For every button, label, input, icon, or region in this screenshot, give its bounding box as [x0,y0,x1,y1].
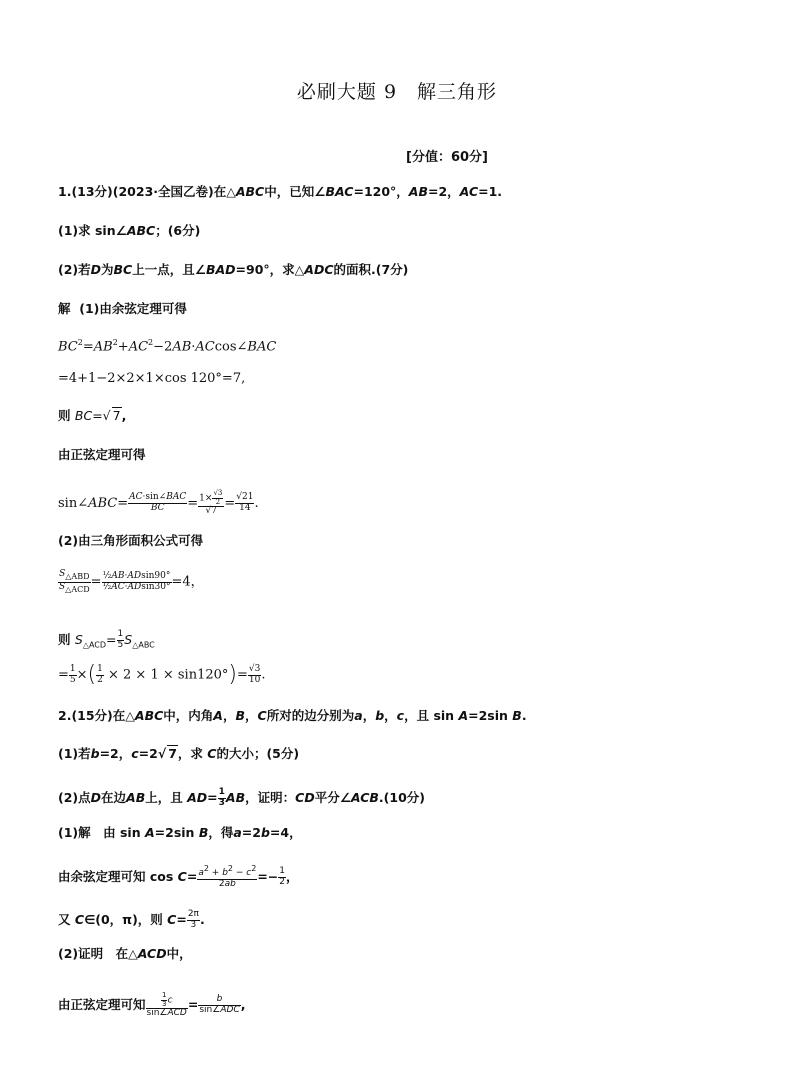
q1-eq-sine: sin∠ABC= $\frac{\text{AC·sin∠BAC}}{BC}$ = 1× $\frac{√3}{2}$ √7 = $\frac{√21}{14}$ . [58,489,259,517]
q1-eq-value: =4+1−2×2×1×cos 120°=7, [58,371,246,386]
q1-eq-cosine: $BC^2=AB^2+AC^2-2AB\cdot ACcos\angle BAC$ [58,338,277,355]
q1-part2: (2)若D为BC上一点，且∠BAD=90°，求△ADC的面积.(7分) [58,262,409,277]
page-title: 必刷大题 9 解三角形 [296,81,498,103]
q2-sol-c: 又 C∈(0，π)，则 C= $\frac{2\pi}{3}$ . [58,909,205,930]
score-label [0,146,794,165]
q1-solution-1: 解 (1)由余弦定理可得 [58,301,187,316]
q2-sol-1: (1)解 由 sin A=2sin B，得a=2b=4， [58,825,302,840]
q2-part1: (1)若b=2，c=2√ 7，求 C的大小；(5分) [58,746,300,761]
q2-stem: 2.(15分)在△ABC中，内角A，B，C所对的边分别为a，b，c，且 sin A=2sin B. [58,708,527,723]
q1-sine-rule: 由正弦定理可得 [58,447,146,462]
q2-sine-rule: 由正弦定理可知 $\frac{1}{3}$ c sin∠ACD = $\frac{b}{\text{sin∠ADC}}$ , [58,991,246,1019]
q1-part1: (1)求 sin∠ABC；(6分) [58,223,201,238]
q1-eq-area-value: = $\frac{1}{5}$ ×( $\frac{1}{2}$ × 2 × 1 × sin120°)= $\frac{√3}{10}$ . [58,662,266,687]
score-text: [分值：60分] [406,150,488,165]
q1-solution-2: (2)由三角形面积公式可得 [58,533,204,548]
q1-stem: 1.(13分)(2023·全国乙卷)在△ABC中，已知∠BAC=120°，AB=2，AC=1. [58,184,503,199]
q1-eq-area-ratio: $\frac{S_{\triangle ABD}}{S_{\triangle ACD}}$ = $\frac{\text{½AB·ADsin90°}}{\text{½AC·ADsin30°}}$ =4， [59,569,204,594]
q2-part2: (2)点D在边AB上，且 AD= $\frac{1}{3}$ AB，证明：CD平分∠ACB.(10分) [58,787,425,808]
q1-eq-bc: 则 BC=√ 7, [58,408,127,423]
q2-sol-cosine: 由余弦定理可知 cos C= $\frac{a^2 + b^2 - c^2}{2ab}$ =− $\frac{1}{2}$ ， [58,864,299,889]
q2-proof: (2)证明 在△ACD中， [58,946,192,961]
q1-eq-area: 则 $S_{\triangle ACD}=$ $\frac{1}{5}$ $S_{\triangle ABC}$ [58,629,155,650]
